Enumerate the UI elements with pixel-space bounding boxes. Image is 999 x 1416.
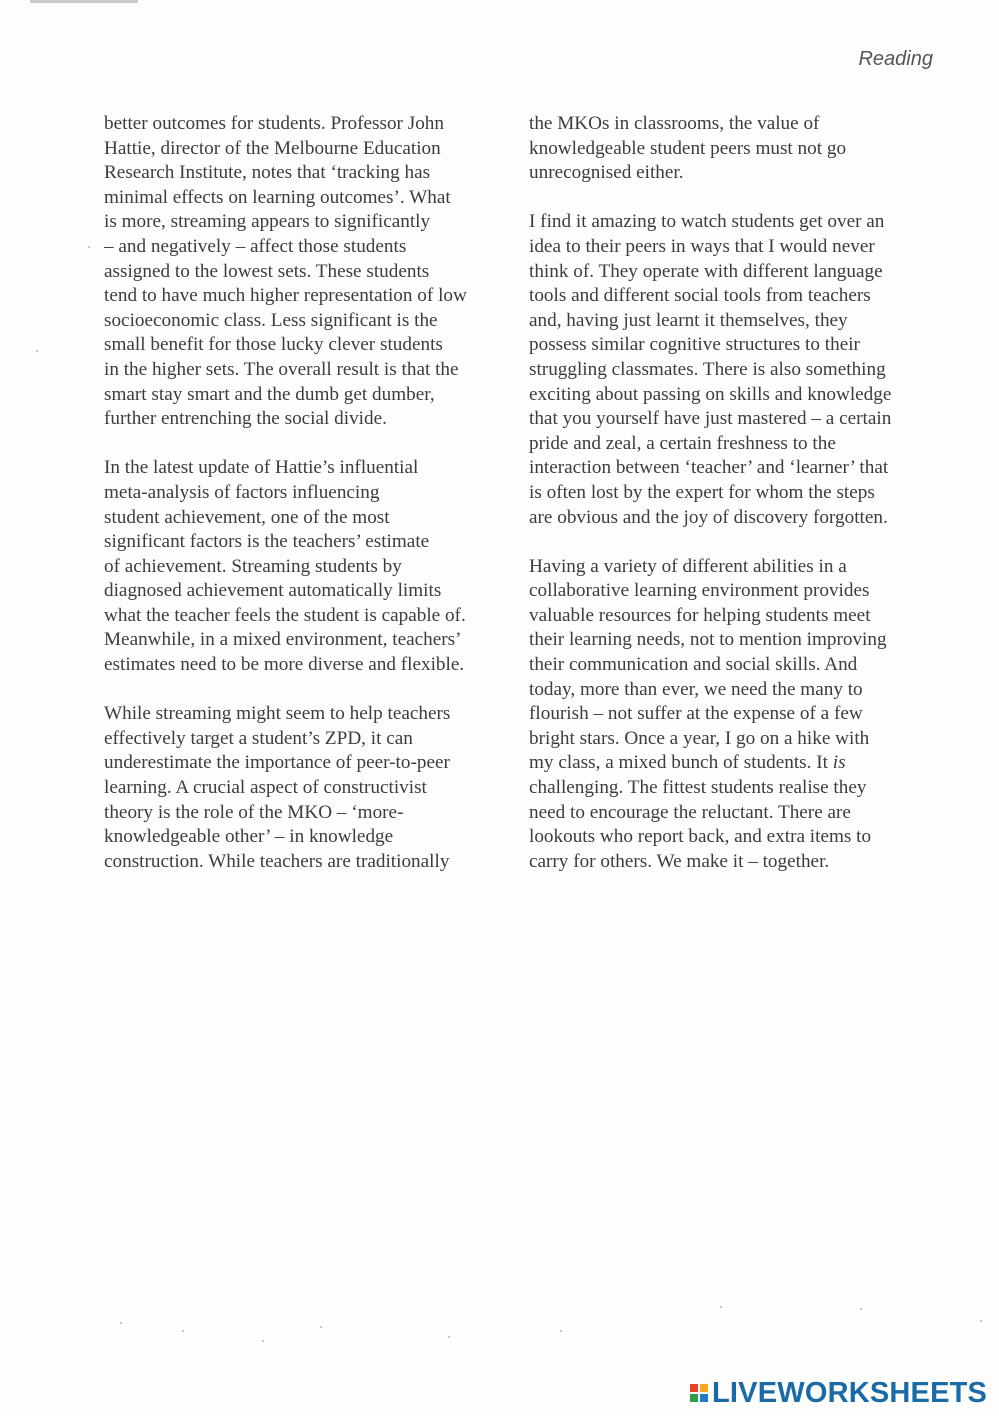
text-line: [529, 751, 935, 776]
text-line: minimal effects on learning outcomes’. What: [104, 186, 451, 208]
scan-speck: [36, 350, 38, 352]
scan-speck: [262, 1340, 264, 1342]
scan-speck: [560, 1330, 562, 1332]
text-line: Research Institute, notes that ‘tracking has: [104, 162, 431, 184]
text-line: their communication and social skills. And: [529, 654, 858, 676]
text-line: their learning needs, not to mention improving: [529, 629, 887, 651]
liveworksheets-logo: [690, 1378, 987, 1408]
text-line: Meanwhile, in a mixed environment, teachers’: [104, 629, 462, 651]
text-line: is more, streaming appears to significantly: [104, 211, 431, 233]
text-line: diagnosed achievement automatically limits: [104, 580, 442, 602]
text-line: the MKOs in classrooms, the value of: [529, 113, 820, 134]
text-line: meta-analysis of factors influencing: [104, 481, 380, 503]
text-line: assigned to the lowest sets. These students: [104, 260, 430, 282]
liveworksheets-mark-icon: [690, 1384, 708, 1402]
scan-speck: [88, 246, 90, 248]
paragraph: [529, 555, 935, 875]
text-line: In the latest update of Hattie’s influential: [104, 457, 419, 479]
text-line: idea to their peers in ways that I would never: [529, 235, 875, 257]
text-line: significant factors is the teachers’ estimate: [104, 531, 430, 553]
text-line: – and negatively – affect those students: [104, 235, 407, 257]
text-line: are obvious and the joy of discovery forgotten.: [529, 506, 888, 528]
paragraph: [104, 702, 510, 874]
scan-speck: [320, 1326, 322, 1328]
scan-speck: [448, 1336, 450, 1338]
text-line: construction. While teachers are traditionally: [104, 850, 450, 872]
text-line: of achievement. Streaming students by: [104, 555, 402, 577]
text-line: Hattie, director of the Melbourne Education: [104, 137, 441, 159]
text-line: effectively target a student’s ZPD, it can: [104, 727, 413, 749]
paragraph: [529, 210, 935, 530]
text-line: pride and zeal, a certain freshness to the: [529, 432, 836, 454]
scan-speck: [182, 1330, 184, 1332]
brand-name: LIVEWORKSHEETS: [712, 1376, 988, 1409]
text-line: learning. A crucial aspect of constructivist: [104, 777, 427, 799]
text-line: today, more than ever, we need the many to: [529, 678, 863, 700]
mark-square: [700, 1394, 708, 1402]
text-line: tend to have much higher representation of low: [104, 285, 467, 307]
mark-square: [690, 1394, 698, 1402]
text-line: small benefit for those lucky clever students: [104, 334, 443, 356]
text-line: valuable resources for helping students meet: [529, 604, 871, 626]
text-line: interaction between ‘teacher’ and ‘learner’ that: [529, 457, 889, 479]
paragraph: [529, 112, 935, 186]
text-line: lookouts who report back, and extra items to: [529, 826, 872, 848]
text-line: I find it amazing to watch students get over an: [529, 211, 885, 233]
text-line: knowledgeable other’ – in knowledge: [104, 826, 394, 848]
text-line: need to encourage the reluctant. There are: [529, 801, 851, 823]
text-line: exciting about passing on skills and knowledge: [529, 383, 892, 405]
text-line: better outcomes for students. Professor John: [104, 113, 444, 134]
running-head: Reading: [858, 48, 933, 70]
paragraph: [104, 112, 510, 432]
text-line: socioeconomic class. Less significant is the: [104, 309, 438, 331]
text-line: knowledgeable student peers must not go: [529, 137, 847, 159]
text-line: student achievement, one of the most: [104, 506, 390, 528]
right-column: [529, 112, 935, 899]
scan-speck: [980, 1320, 982, 1322]
text-line: collaborative learning environment provides: [529, 580, 870, 602]
text-line: is often lost by the expert for whom the steps: [529, 481, 875, 503]
text-line: in the higher sets. The overall result is that the: [104, 358, 459, 380]
text-line: what the teacher feels the student is capable of.: [104, 604, 466, 626]
text-line: think of. They operate with different language: [529, 260, 883, 282]
text-line: flourish – not suffer at the expense of a few: [529, 703, 863, 725]
text-line: underestimate the importance of peer-to-peer: [104, 752, 450, 774]
mark-square: [690, 1384, 698, 1392]
text-line: further entrenching the social divide.: [104, 408, 387, 430]
text-line: that you yourself have just mastered – a certain: [529, 408, 892, 430]
mark-square: [700, 1384, 708, 1392]
scan-speck: [120, 1322, 122, 1324]
text-line: Having a variety of different abilities in a: [529, 555, 847, 577]
text-line: estimates need to be more diverse and flexible.: [104, 654, 465, 676]
text-line: carry for others. We make it – together.: [529, 850, 830, 872]
text-line: and, having just learnt it themselves, they: [529, 309, 848, 331]
paragraph: [104, 456, 510, 677]
text-line: challenging. The fittest students realise they: [529, 777, 867, 799]
text-line: unrecognised either.: [529, 162, 684, 184]
text-line: theory is the role of the MKO – ‘more-: [104, 801, 404, 823]
scan-speck: [720, 1306, 722, 1308]
text-line: bright stars. Once a year, I go on a hike with: [529, 727, 870, 749]
emphasis: is: [832, 752, 846, 774]
text-line: struggling classmates. There is also something: [529, 358, 886, 380]
left-column: [104, 112, 510, 899]
scan-speck: [860, 1308, 862, 1310]
text-line: While streaming might seem to help teachers: [104, 703, 451, 725]
text-line: smart stay smart and the dumb get dumber,: [104, 383, 435, 405]
text-run: my class, a mixed bunch of students. It: [529, 752, 833, 774]
text-line: tools and different social tools from teachers: [529, 285, 871, 307]
text-line: possess similar cognitive structures to their: [529, 334, 860, 356]
top-rule: [30, 0, 138, 3]
